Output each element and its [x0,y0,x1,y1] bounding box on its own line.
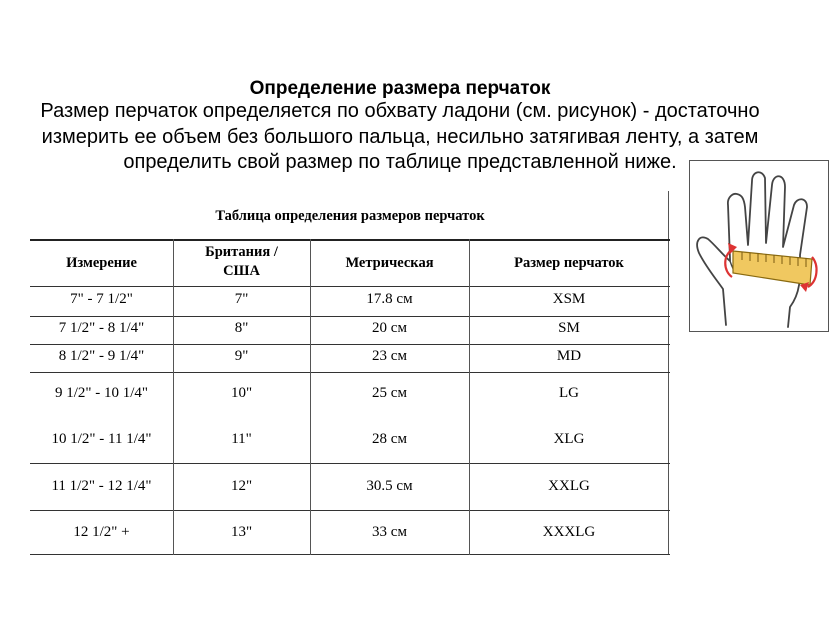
table-right-border [668,191,669,555]
cell-measurement: 7" - 7 1/2" [70,291,133,307]
intro-line-2: измерить ее объем без большого пальца, несильно затягивая ленту, а затем [41,125,759,148]
cell-glove-size: XLG [553,431,585,447]
table-bottom-rule [30,554,670,555]
intro-paragraph [0,99,800,176]
table-top-rule [30,239,670,241]
page-heading: Определение размера перчаток [249,78,551,99]
row-divider [30,316,670,317]
hand-illustration [690,161,828,331]
table-header-rule [30,286,670,287]
hand-outline [697,172,807,327]
cell-glove-size: LG [559,385,579,401]
row-divider [30,344,670,345]
intro-line-3: определить свой размер по таблице представленной ниже. [123,151,677,173]
table-title: Таблица определения размеров перчаток [215,208,485,224]
cell-uk-us: 13" [230,524,253,540]
header-uk-us [173,243,310,281]
cell-glove-size: XXXLG [542,524,596,540]
header-metric: Метрическая [345,255,434,271]
cell-glove-size: XXLG [548,478,590,494]
cell-metric: 20 см [372,320,407,336]
cell-uk-us: 12" [230,478,253,494]
cell-measurement: 11 1/2" - 12 1/4" [51,478,152,494]
cell-metric: 28 см [372,431,407,447]
row-divider [30,463,670,464]
cell-metric: 33 см [372,524,407,540]
cell-measurement: 10 1/2" - 11 1/4" [51,431,152,447]
cell-uk-us: 9" [234,348,249,364]
cell-metric: 30.5 см [366,478,413,494]
header-measurement: Измерение [66,255,137,271]
cell-uk-us: 10" [230,385,253,401]
cell-metric: 17.8 см [366,291,413,307]
header-uk: Британия / [205,244,278,260]
glove-size-table [30,191,670,555]
cell-glove-size: XSM [552,291,586,307]
header-glove-size: Размер перчаток [514,255,624,271]
cell-uk-us: 11" [231,431,252,447]
cell-measurement: 12 1/2" + [73,524,130,540]
cell-uk-us: 8" [234,320,249,336]
intro-line-1: Размер перчаток определяется по обхвату ладони (см. рисунок) - достаточно [40,100,760,122]
row-divider [30,510,670,511]
row-divider [30,372,670,373]
cell-measurement: 7 1/2" - 8 1/4" [58,320,145,336]
cell-measurement: 8 1/2" - 9 1/4" [58,348,145,364]
cell-glove-size: MD [556,348,582,364]
cell-metric: 23 см [372,348,407,364]
hand-measurement-figure [689,160,829,332]
cell-metric: 25 см [372,385,407,401]
cell-glove-size: SM [558,320,580,336]
cell-measurement: 9 1/2" - 10 1/4" [54,385,149,401]
header-us: США [223,263,260,279]
cell-uk-us: 7" [234,291,249,307]
